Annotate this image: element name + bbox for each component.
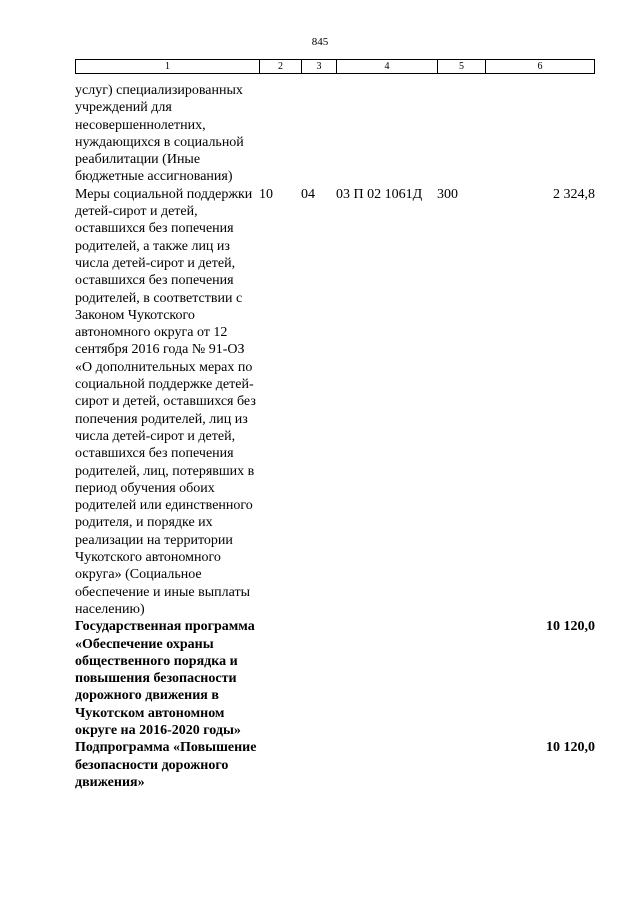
column-header-4: 4 bbox=[337, 60, 438, 74]
table-row bbox=[75, 186, 595, 618]
row-section: 10 bbox=[259, 186, 273, 202]
table-row bbox=[75, 618, 595, 739]
row-sum: 2 324,8 bbox=[553, 186, 595, 202]
row-sum: 10 120,0 bbox=[546, 619, 595, 635]
row-name: Государственная программа «Обеспечение охраны общественного порядка и повышения безопасности дорожного движения в Чукотском автономном округе на 2016-2020 годы» bbox=[75, 619, 255, 738]
budget-table-body bbox=[75, 82, 595, 791]
row-sum: 10 120,0 bbox=[546, 740, 595, 756]
row-target-article: 03 П 02 1061Д bbox=[336, 186, 423, 202]
row-name: Меры социальной поддержки детей-сирот и детей, оставшихся без попечения родителей, а также лиц из числа детей-сирот и детей, оставшихся без попечения родителей, в соответствии с Законом Чукотского автономного округа от 12 сентября 2016 года № 91-ОЗ «О дополнительных мерах по социальной поддержке детей-сирот и детей, оставшихся без попечения родителей, лиц из числа детей-сирот и детей, оставшихся без попечения родителей, лиц, потерявших в период обучения обоих родителей или единственного родителя, и порядке их реализации на территории Чукотского автономного округа» (Социальное обеспечение и иные выплаты населению) bbox=[75, 186, 256, 617]
column-header-table bbox=[75, 59, 595, 74]
row-subsection: 04 bbox=[301, 186, 315, 202]
column-header-1: 1 bbox=[76, 60, 260, 74]
column-header-2: 2 bbox=[260, 60, 302, 74]
row-name: Подпрограмма «Повышение безопасности дорожного движения» bbox=[75, 740, 257, 790]
table-row bbox=[75, 739, 595, 791]
table-row bbox=[75, 82, 595, 186]
column-header-6: 6 bbox=[486, 60, 595, 74]
row-expense-type: 300 bbox=[437, 186, 458, 202]
row-name: услуг) специализированных учреждений для несовершеннолетних, нуждающихся в социальной реабилитации (Иные бюджетные ассигнования) bbox=[75, 83, 244, 185]
column-header-3: 3 bbox=[302, 60, 337, 74]
page-number: 845 bbox=[311, 36, 329, 48]
column-header-row bbox=[76, 60, 595, 74]
column-header-5: 5 bbox=[438, 60, 486, 74]
